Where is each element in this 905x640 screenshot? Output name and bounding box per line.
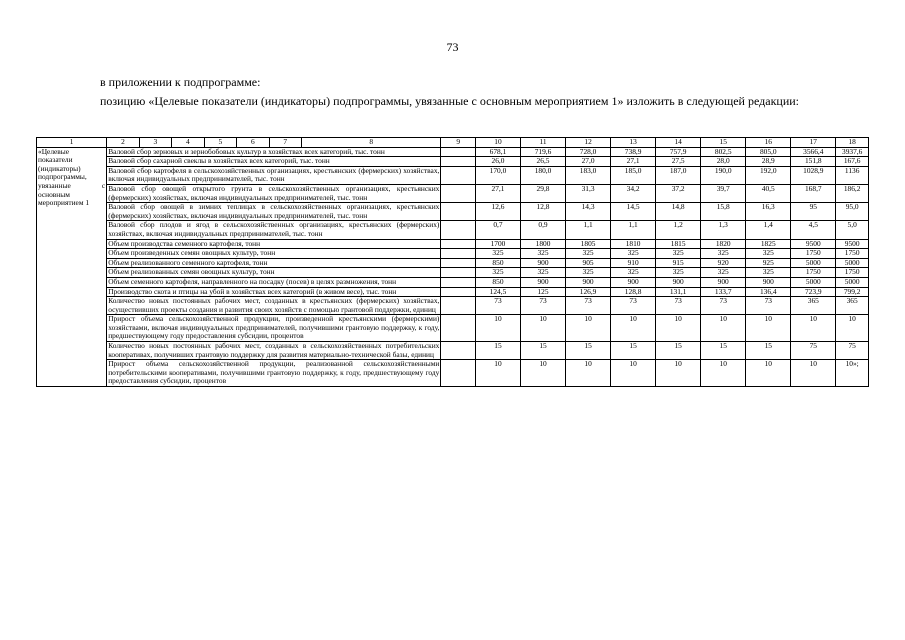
indicator-value: 738,9	[611, 147, 656, 157]
indicator-empty-cell	[441, 342, 476, 360]
indicator-value: 14,5	[611, 203, 656, 221]
column-header-1: 1	[37, 138, 107, 148]
indicator-value: 799,2	[836, 287, 869, 297]
indicator-empty-cell	[441, 315, 476, 342]
indicator-empty-cell	[441, 268, 476, 278]
indicator-value: 37,2	[656, 184, 701, 202]
indicator-value: 1800	[521, 239, 566, 249]
indicator-value: 73	[475, 297, 520, 315]
indicator-label: Объем реализованного семенного картофеля, тонн	[107, 258, 441, 268]
indicator-value: 728,0	[566, 147, 611, 157]
indicator-value: 1750	[791, 249, 836, 259]
indicator-value: 190,0	[701, 166, 746, 184]
indicator-value: 15	[475, 342, 520, 360]
indicator-value: 75	[836, 342, 869, 360]
indicator-value: 805,0	[746, 147, 791, 157]
indicator-value: 183,0	[566, 166, 611, 184]
column-header-11: 11	[521, 138, 566, 148]
indicator-value: 131,1	[656, 287, 701, 297]
indicator-value: 0,9	[521, 221, 566, 239]
column-header-5: 5	[204, 138, 236, 148]
indicator-empty-cell	[441, 203, 476, 221]
indicator-value: 850	[475, 258, 520, 268]
indicator-value: 1,2	[656, 221, 701, 239]
indicator-value: 4,5	[791, 221, 836, 239]
table-row	[37, 277, 869, 287]
indicator-value: 757,9	[656, 147, 701, 157]
indicator-value: 1805	[566, 239, 611, 249]
indicator-value: 27,1	[611, 157, 656, 167]
indicator-value: 325	[611, 249, 656, 259]
indicator-value: 15	[701, 342, 746, 360]
column-header-7: 7	[269, 138, 301, 148]
indicator-label: Валовой сбор зерновых и зернобобовых культур в хозяйствах всех категорий, тыс. тонн	[107, 147, 441, 157]
indicator-value: 9500	[791, 239, 836, 249]
indicator-value: 125	[521, 287, 566, 297]
indicator-value: 719,6	[521, 147, 566, 157]
indicator-value: 325	[656, 268, 701, 278]
indicator-value: 0,7	[475, 221, 520, 239]
indicator-value: 900	[656, 277, 701, 287]
indicator-value: 10	[611, 315, 656, 342]
column-header-18: 18	[836, 138, 869, 148]
indicator-value: 1825	[746, 239, 791, 249]
column-header-9: 9	[441, 138, 476, 148]
column-header-4: 4	[172, 138, 204, 148]
indicator-value: 95,0	[836, 203, 869, 221]
indicator-value: 325	[521, 249, 566, 259]
table-row	[37, 157, 869, 167]
indicator-value: 15	[656, 342, 701, 360]
indicator-label: Валовой сбор овощей открытого грунта в сельскохозяйственных организациях, крестьянских (фермерских) хозяйствах, включая индивидуальных предпринимателей, тыс. тонн	[108, 183, 440, 202]
indicator-value: 10	[566, 315, 611, 342]
column-header-13: 13	[611, 138, 656, 148]
indicator-value: 73	[521, 297, 566, 315]
indicator-value: 187,0	[656, 166, 701, 184]
indicator-label: Валовой сбор плодов и ягод в сельскохозяйственных организациях, крестьянских (фермерских) хозяйствах, включая индивидуальных предпринимателей, тыс. тонн	[108, 220, 440, 238]
indicator-label: Производство скота и птицы на убой в хозяйствах всех категорий (в живом весе), тыс. тонн	[107, 287, 441, 297]
indicator-value: 27,1	[475, 184, 520, 202]
indicator-label: Объем произведенных семян овощных культур, тонн	[107, 249, 441, 259]
indicators-group-label: «Целевые показатели (индикаторы) подпрограммы, увязанные с основным мероприятием 1	[37, 147, 107, 386]
indicator-value: 1,4	[746, 221, 791, 239]
indicator-value: 27,5	[656, 157, 701, 167]
column-header-6: 6	[237, 138, 269, 148]
indicator-value: 325	[566, 249, 611, 259]
indicator-value: 10	[521, 360, 566, 387]
indicator-value: 133,7	[701, 287, 746, 297]
indicator-value: 10	[566, 360, 611, 387]
indicator-value: 170,0	[475, 166, 520, 184]
indicator-value: 1815	[656, 239, 701, 249]
indicator-value: 9500	[836, 239, 869, 249]
indicator-value: 10	[656, 315, 701, 342]
indicator-value: 124,5	[475, 287, 520, 297]
indicator-value: 1820	[701, 239, 746, 249]
indicator-value: 34,2	[611, 184, 656, 202]
page-number: 73	[446, 40, 459, 54]
indicator-label: Количество новых постоянных рабочих мест, созданных в крестьянских (фермерских) хозяйствах, осуществивших проекты создания и развития своих хозяйств с помощью грантовой поддержки, единиц	[108, 296, 440, 314]
indicator-value: 26,5	[521, 157, 566, 167]
indicator-value: 900	[611, 277, 656, 287]
indicator-value: 325	[701, 249, 746, 259]
indicator-value: 5,0	[836, 221, 869, 239]
indicator-value: 10	[791, 315, 836, 342]
indicator-label: Прирост объема сельскохозяйственной продукции, произведенной крестьянскими (фермерскими) хозяйствами, включая индивидуальных предпринимателей, получившими грантовую поддержку, к году, предшествующему году предоставления субсидии, процентов	[108, 314, 440, 341]
indicator-value: 168,7	[791, 184, 836, 202]
indicator-value: 75	[791, 342, 836, 360]
indicator-value: 915	[656, 258, 701, 268]
indicator-label: Объем семенного картофеля, направленного на посадку (посев) в целях размножения, тонн	[107, 277, 441, 287]
table-row	[37, 297, 869, 315]
indicator-value: 925	[746, 258, 791, 268]
indicator-value: 325	[566, 268, 611, 278]
indicator-value: 10	[701, 315, 746, 342]
indicator-value: 73	[701, 297, 746, 315]
table-row	[37, 166, 869, 184]
indicator-value: 1,1	[566, 221, 611, 239]
indicator-value: 15	[746, 342, 791, 360]
indicator-value: 910	[611, 258, 656, 268]
indicator-value: 28,0	[701, 157, 746, 167]
indicator-value: 5000	[791, 277, 836, 287]
indicator-value: 12,8	[521, 203, 566, 221]
indicator-value: 10	[475, 315, 520, 342]
indicator-value: 1750	[836, 268, 869, 278]
indicator-value: 128,8	[611, 287, 656, 297]
indicator-value: 73	[566, 297, 611, 315]
table-row	[37, 342, 869, 360]
indicator-value: 5000	[791, 258, 836, 268]
indicator-value: 10	[746, 315, 791, 342]
indicator-value: 10	[475, 360, 520, 387]
indicator-label: Валовой сбор сахарной свеклы в хозяйствах всех категорий, тыс. тонн	[107, 157, 441, 167]
indicator-value: 5000	[836, 277, 869, 287]
indicator-value: 325	[701, 268, 746, 278]
indicator-value: 1136	[836, 166, 869, 184]
indicator-empty-cell	[441, 184, 476, 202]
targets-table	[36, 137, 869, 387]
indicator-value: 151,8	[791, 157, 836, 167]
indicator-value: 29,8	[521, 184, 566, 202]
column-header-3: 3	[139, 138, 171, 148]
indicator-value: 167,6	[836, 157, 869, 167]
table-row	[37, 268, 869, 278]
indicator-value: 325	[746, 249, 791, 259]
indicator-value: 900	[701, 277, 746, 287]
indicator-label: Валовой сбор картофеля в сельскохозяйственных организациях, крестьянских (фермерских) хозяйствах, включая индивидуальных предпринимателей, тыс. тонн	[108, 165, 440, 184]
indicator-value: 325	[475, 249, 520, 259]
indicator-value: 126,9	[566, 287, 611, 297]
indicator-value: 95	[791, 203, 836, 221]
indicator-value: 10	[611, 360, 656, 387]
indicator-value: 1750	[836, 249, 869, 259]
indicator-value: 1810	[611, 239, 656, 249]
table-row	[37, 184, 869, 202]
column-header-2: 2	[107, 138, 139, 148]
indicator-value: 365	[791, 297, 836, 315]
indicator-value: 365	[836, 297, 869, 315]
indicator-value: 31,3	[566, 184, 611, 202]
indicator-empty-cell	[441, 249, 476, 259]
indicator-value: 39,7	[701, 184, 746, 202]
indicator-value: 27,0	[566, 157, 611, 167]
indicator-value: 185,0	[611, 166, 656, 184]
table-row	[37, 203, 869, 221]
indicator-value: 900	[566, 277, 611, 287]
indicator-label: Валовой сбор овощей в зимних теплицах в сельскохозяйственных организациях, крестьянских (фермерских) хозяйствах, включая индивидуальных предпринимателей, тыс. тонн	[108, 202, 440, 220]
indicator-value: 73	[746, 297, 791, 315]
indicator-value: 136,4	[746, 287, 791, 297]
column-header-10: 10	[475, 138, 520, 148]
indicator-value: 10	[656, 360, 701, 387]
indicator-value: 325	[475, 268, 520, 278]
column-header-16: 16	[746, 138, 791, 148]
indicator-value: 1,1	[611, 221, 656, 239]
indicator-value: 900	[521, 258, 566, 268]
table-row	[37, 249, 869, 259]
indicator-value: 14,3	[566, 203, 611, 221]
column-header-17: 17	[791, 138, 836, 148]
indicator-value: 10	[836, 315, 869, 342]
indicator-value: 180,0	[521, 166, 566, 184]
indicator-value: 15	[521, 342, 566, 360]
indicator-value: 678,1	[475, 147, 520, 157]
table-row	[37, 221, 869, 239]
indicator-value: 905	[566, 258, 611, 268]
indicator-label: Объем производства семенного картофеля, тонн	[107, 239, 441, 249]
indicator-empty-cell	[441, 166, 476, 184]
indicator-value: 73	[611, 297, 656, 315]
indicator-empty-cell	[441, 147, 476, 157]
indicator-value: 15,8	[701, 203, 746, 221]
column-header-8: 8	[302, 138, 441, 148]
indicator-empty-cell	[441, 258, 476, 268]
table-row	[37, 315, 869, 342]
table-row	[37, 360, 869, 387]
indicator-value: 325	[521, 268, 566, 278]
intro-line-1: в приложении к подпрограмме:	[100, 75, 261, 89]
indicator-value: 10	[746, 360, 791, 387]
indicator-value: 73	[656, 297, 701, 315]
indicator-value: 325	[746, 268, 791, 278]
indicator-value: 850	[475, 277, 520, 287]
indicator-value: 10	[521, 315, 566, 342]
indicator-value: 10»;	[836, 360, 869, 387]
indicator-value: 15	[566, 342, 611, 360]
column-header-15: 15	[701, 138, 746, 148]
column-header-14: 14	[656, 138, 701, 148]
indicator-value: 3566,4	[791, 147, 836, 157]
indicator-empty-cell	[441, 239, 476, 249]
table-body	[37, 147, 869, 386]
indicator-value: 1,3	[701, 221, 746, 239]
indicator-value: 16,3	[746, 203, 791, 221]
indicator-label: Прирост объема сельскохозяйственной продукции, реализованной сельскохозяйственными потребительскими кооперативами, получившими грантовую поддержку, к году, предшествующему году предоставления субсидии, процентов	[108, 359, 440, 386]
indicator-value: 900	[521, 277, 566, 287]
indicator-value: 802,5	[701, 147, 746, 157]
indicator-value: 192,0	[746, 166, 791, 184]
indicator-value: 723,9	[791, 287, 836, 297]
indicator-empty-cell	[441, 157, 476, 167]
indicator-value: 3937,6	[836, 147, 869, 157]
indicator-value: 1028,9	[791, 166, 836, 184]
header-row	[37, 138, 869, 148]
indicator-value: 5000	[836, 258, 869, 268]
indicator-value: 920	[701, 258, 746, 268]
indicator-label: Количество новых постоянных рабочих мест, созданных в сельскохозяйственных потребительских кооперативах, получивших грантовую поддержку для развития материально-технической базы, единиц	[108, 341, 440, 359]
indicator-value: 186,2	[836, 184, 869, 202]
indicator-value: 10	[701, 360, 746, 387]
indicator-empty-cell	[441, 221, 476, 239]
indicator-value: 14,8	[656, 203, 701, 221]
indicator-label: Объем реализованных семян овощных культур, тонн	[107, 268, 441, 278]
indicator-value: 900	[746, 277, 791, 287]
indicator-empty-cell	[441, 360, 476, 387]
indicator-value: 10	[791, 360, 836, 387]
indicator-empty-cell	[441, 277, 476, 287]
indicator-value: 28,9	[746, 157, 791, 167]
indicator-value: 325	[656, 249, 701, 259]
column-header-12: 12	[566, 138, 611, 148]
indicator-value: 1750	[791, 268, 836, 278]
indicator-value: 40,5	[746, 184, 791, 202]
indicator-empty-cell	[441, 297, 476, 315]
indicator-value: 325	[611, 268, 656, 278]
indicator-empty-cell	[441, 287, 476, 297]
indicator-value: 26,0	[475, 157, 520, 167]
intro-line-2: позицию «Целевые показатели (индикаторы) подпрограммы, увязанные с основным мероприятием 1» изложить в следующей редакции:	[100, 94, 799, 108]
indicator-value: 1700	[475, 239, 520, 249]
indicator-value: 12,6	[475, 203, 520, 221]
indicator-value: 15	[611, 342, 656, 360]
